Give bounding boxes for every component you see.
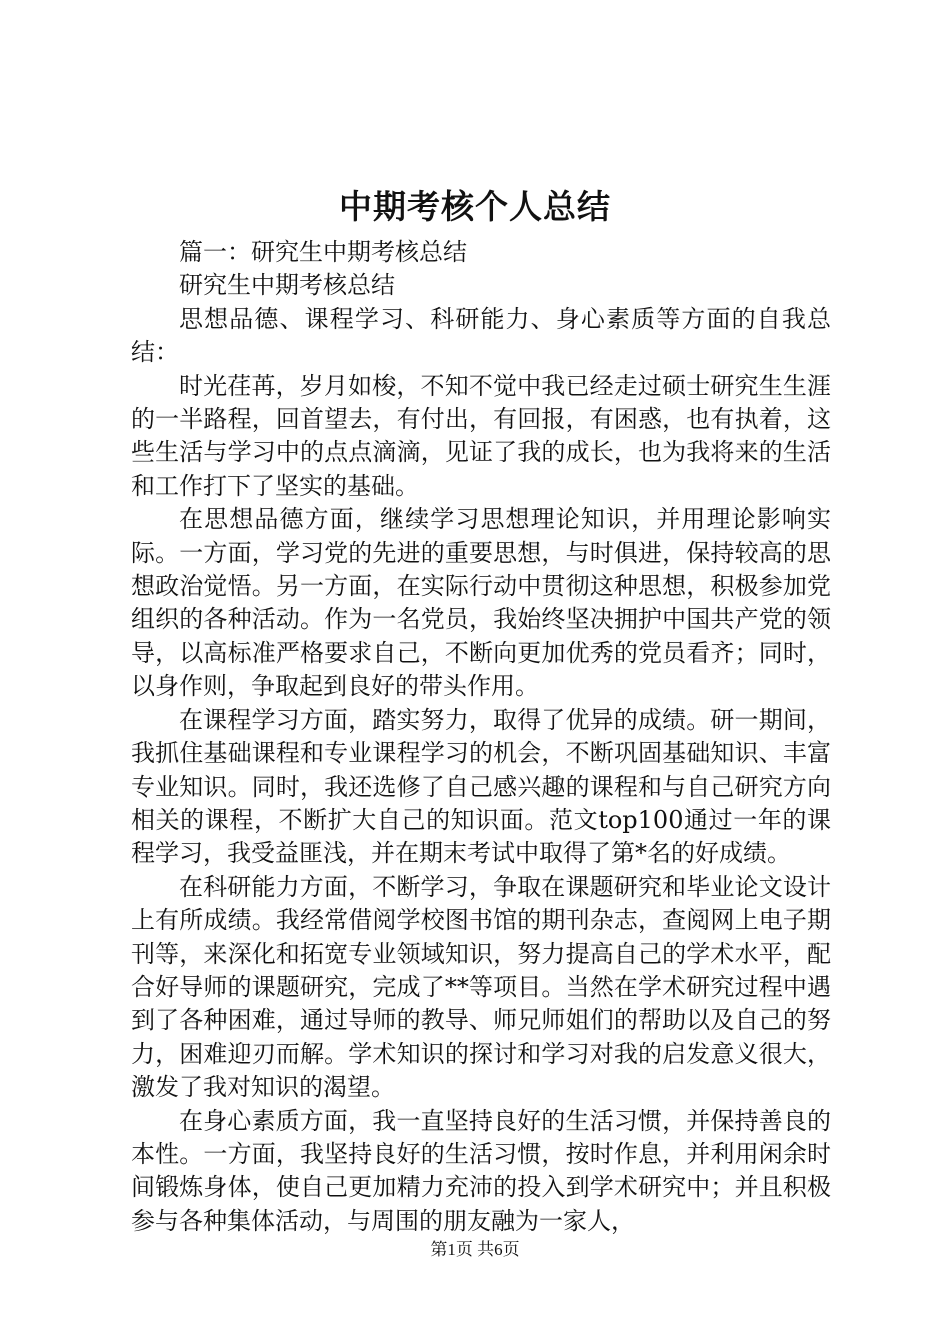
- paragraph-moral: 在思想品德方面，继续学习思想理论知识，并用理论影响实际。一方面，学习党的先进的重要思想，与时俱进，保持较高的思想政治觉悟。另一方面，在实际行动中贯彻这种思想，积极参加党组织的各种活动。作为一名党员，我始终坚决拥护中国共产党的领导，以高标准严格要求自己，不断向更加优秀的党员看齐；同时，以身作则，争取起到良好的带头作用。: [131, 505, 831, 701]
- paragraph-health: 在身心素质方面，我一直坚持良好的生活习惯，并保持善良的本性。一方面，我坚持良好的生活习惯，按时作息，并利用闲余时间锻炼身体，使自己更加精力充沛的投入到学术研究中；并且积极参与各种集体活动，与周围的朋友融为一家人，: [131, 1106, 831, 1235]
- paragraph-summary-intro: 思想品德、课程学习、科研能力、身心素质等方面的自我总结：: [131, 304, 831, 367]
- page-footer: 第1页 共6页: [430, 1240, 520, 1259]
- paragraph-research: 在科研能力方面，不断学习，争取在课题研究和毕业论文设计上有所成绩。我经常借阅学校图书馆的期刊杂志，查阅网上电子期刊等，来深化和拓宽专业领域知识，努力提高自己的学术水平，配合好导师的课题研究，完成了**等项目。当然在学术研究过程中遇到了各种困难，通过导师的教导、师兄师姐们的帮助以及自己的努力，困难迎刃而解。学术知识的探讨和学习对我的启发意义很大，激发了我对知识的渴望。: [131, 872, 831, 1102]
- subsection-heading: 研究生中期考核总结: [179, 271, 395, 300]
- section-heading: 篇一：研究生中期考核总结: [179, 238, 467, 266]
- document-body: [131, 236, 831, 1238]
- paragraph-coursework: 在课程学习方面，踏实努力，取得了优异的成绩。研一期间，我抓住基础课程和专业课程学习的机会，不断巩固基础知识、丰富专业知识。同时，我还选修了自己感兴趣的课程和与自己研究方向相关的课程，不断扩大自己的知识面。范文top100通过一年的课程学习，我受益匪浅，并在期末考试中取得了第*名的好成绩。: [131, 705, 831, 868]
- document-title: 中期考核个人总结: [339, 187, 611, 226]
- paragraph-opening: 时光荏苒，岁月如梭，不知不觉中我已经走过硕士研究生生涯的一半路程，回首望去，有付出，有回报，有困惑，也有执着，这些生活与学习中的点点滴滴，见证了我的成长，也为我将来的生活和工作打下了坚实的基础。: [131, 371, 831, 500]
